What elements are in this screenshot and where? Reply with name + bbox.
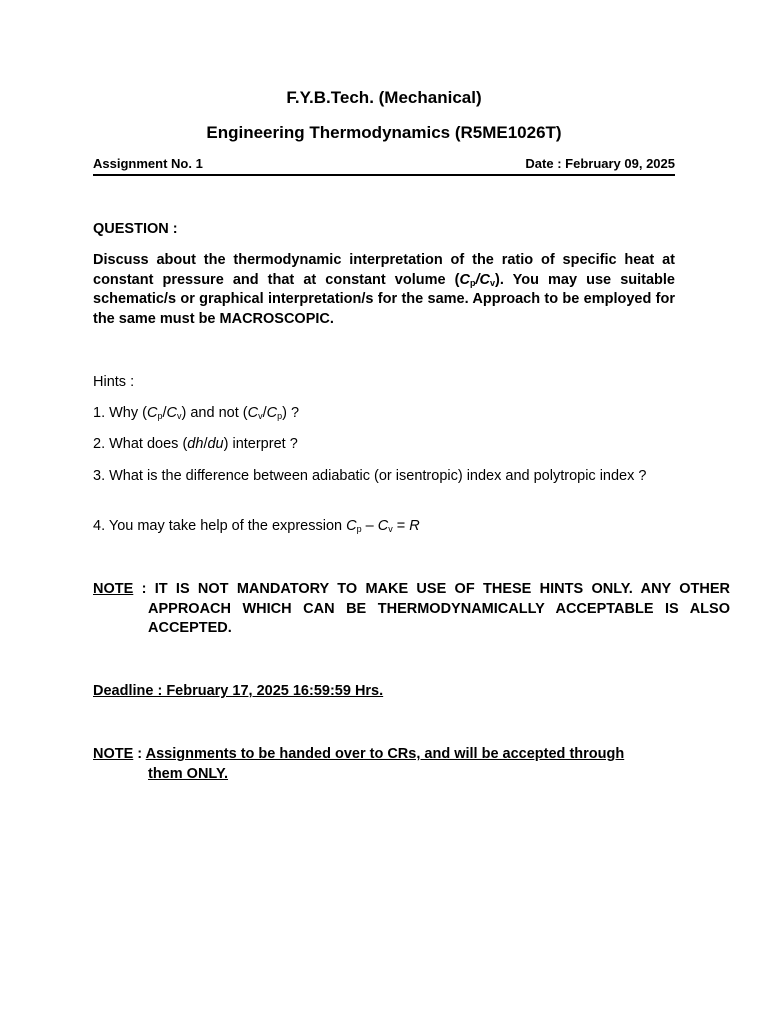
program-title: F.Y.B.Tech. (Mechanical) — [286, 88, 482, 107]
assignment-date: Date : February 09, 2025 — [525, 156, 675, 171]
hints-heading: Hints : — [93, 374, 135, 390]
hint-4: 4. You may take help of the expression $C_p - C_v = R$ — [93, 518, 420, 534]
hint-1: 1. Why $(C_p/C_v)$ and not $(C_v/C_p)$ ? — [93, 405, 300, 421]
note-hints-text: IT IS NOT MANDATORY TO MAKE USE OF THESE HINTS ONLY. ANY OTHER APPROACH WHICH CAN BE THERMODYNAMICALLY ACCEPTABLE IS ALSO ACCEPTED. — [148, 581, 731, 636]
note-hints: NOTE : IT IS NOT MANDATORY TO MAKE USE OF THESE HINTS ONLY. ANY OTHER APPROACH WHICH CAN BE THERMODYNAMICALLY ACCEPTABLE IS ALSO ACCEPTED. — [93, 581, 731, 636]
hint-2: 2. What does (dh/du) interpret ? — [93, 436, 298, 452]
note-submission-line2: them ONLY. — [148, 765, 229, 782]
assignment-number: Assignment No. 1 — [93, 156, 203, 171]
question-text: Discuss about the thermodynamic interpretation of the ratio of specific heat at constant pressure and that at constant volume $(C_p/C_v)$. You may use suitable schematic/s or graphical interpretation/s for the same. Approach to be employed for the same must be MACROSCOPIC. — [93, 252, 675, 327]
hint-3: 3. What is the difference between adiabatic (or isentropic) index and polytropic index ? — [93, 468, 647, 484]
note-submission: NOTE : Assignments to be handed over to CRs, and will be accepted through them ONLY. — [93, 745, 675, 784]
question-heading: QUESTION : — [93, 221, 178, 237]
course-title: Engineering Thermodynamics (R5ME1026T) — [206, 123, 562, 142]
deadline: Deadline : February 17, 2025 16:59:59 Hrs. — [93, 683, 384, 699]
note-submission-line1: Assignments to be handed over to CRs, and will be accepted through — [145, 746, 625, 762]
note-label: NOTE — [93, 746, 134, 762]
note-label: NOTE — [93, 581, 134, 597]
assignment-header-row — [93, 156, 675, 176]
